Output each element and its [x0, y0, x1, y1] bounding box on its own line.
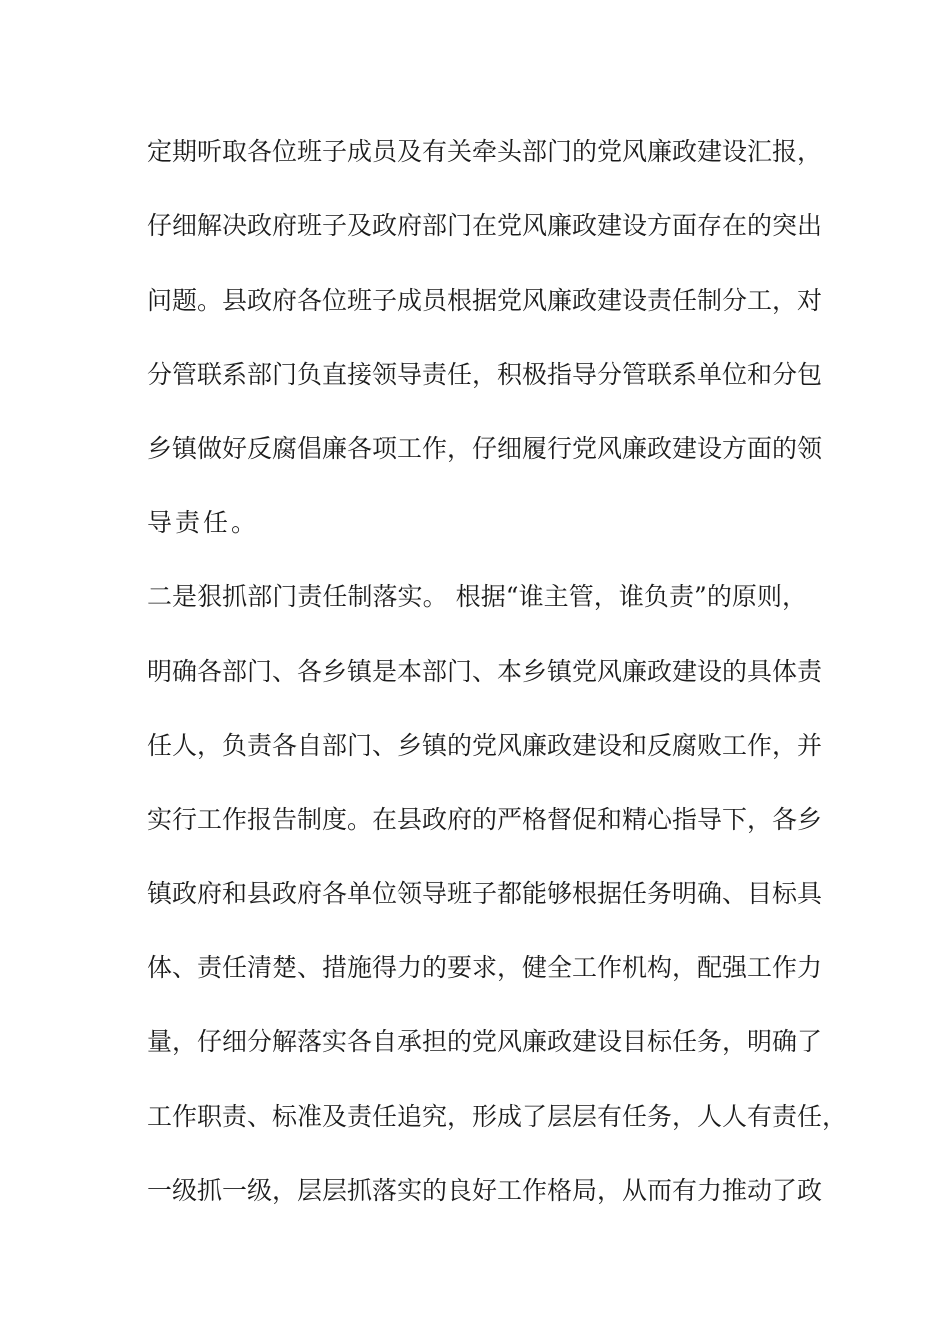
text-line: 问题。县政府各位班子成员根据党风廉政建设责任制分工，对	[147, 286, 823, 315]
text-line: 仔细解决政府班子及政府部门在党风廉政建设方面存在的突出	[147, 211, 823, 240]
text-line: 分管联系部门负直接领导责任，积极指导分管联系单位和分包	[147, 360, 823, 389]
text-line: 乡镇做好反腐倡廉各项工作，仔细履行党风廉政建设方面的领	[147, 434, 823, 463]
text-line: 镇政府和县政府各单位领导班子都能够根据任务明确、目标具	[147, 879, 823, 908]
text-line: 任人，负责各自部门、乡镇的党风廉政建设和反腐败工作，并	[147, 731, 823, 760]
text-line: 一级抓一级，层层抓落实的良好工作格局，从而有力推动了政	[147, 1176, 823, 1205]
text-line: 工作职责、标准及责任追究，形成了层层有任务，人人有责任，	[147, 1102, 848, 1131]
text-line: 量，仔细分解落实各自承担的党风廉政建设目标任务，明确了	[147, 1027, 823, 1056]
text-line: 定期听取各位班子成员及有关牵头部门的党风廉政建设汇报，	[147, 137, 823, 166]
text-line: 二是狠抓部门责任制落实。 根据“谁主管，谁负责”的原则，	[147, 582, 807, 611]
text-line: 实行工作报告制度。在县政府的严格督促和精心指导下，各乡	[147, 805, 823, 834]
text-line: 体、责任清楚、措施得力的要求，健全工作机构，配强工作力	[147, 953, 823, 982]
text-line: 导责任。	[147, 508, 260, 537]
text-line: 明确各部门、各乡镇是本部门、本乡镇党风廉政建设的具体责	[147, 657, 823, 686]
